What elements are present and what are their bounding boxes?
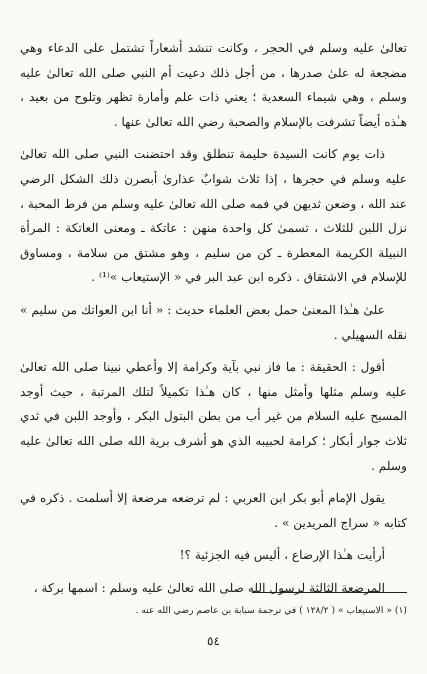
paragraph-7: المرضعة الثالثة لرسول الله صلى الله تعالىٰ عليه وسلم : اسمها بركة ، bbox=[33, 580, 385, 595]
paragraph-6: أرأيت هـٰذا الإرضاع ، أليس فيه الجزئية ؟! bbox=[179, 548, 385, 563]
page-number: ٥٤ bbox=[207, 634, 220, 648]
paragraph-4: أقول : الحقيقة : ما فاز نبي بآية وكرامة إلا وأعطي نبينا صلى الله تعالىٰ عليه وسلم مثلها وأمثل منها ، كان هـٰذا تكميلاً لتلك المرتبة ، حيث أوجد المسيح عليه السلام من غير أب من بطن البتول البكر ، وأوجد اللبن في ثدي ثلاث جوار أبكار ؛ كرامة لحبيبه الذي هو أشرف برية الله صلى الله تعالىٰ عليه وسلم . bbox=[20, 360, 407, 473]
paragraph-2: ذات يوم كانت السيدة حليمة تنطلق وقد احتضنت النبي صلى الله تعالىٰ عليه وسلم في حجرها ، إذا ثلاث شوابٌ عذارىٰ أبصرن ذلك الشكل الرضي عند الله ، وضعن ثديهن في فمه صلى الله تعالىٰ عليه وسلم من فرط المحبة ، نزل اللبن للثلاث ، تسمىٰ كل واحدة منهن : عاتكة ـ ومعنى العاتكة : المرأة النبيلة الكريمة المعطرة ـ كن من سليم ، وهو مشتق من سلامة ، ومساوق للإسلام في الاشتقاق . ذكره ابن عبد البر في « الإستيعاب »⁽¹⁾ . bbox=[20, 147, 407, 285]
footnote-separator bbox=[252, 592, 407, 593]
paragraph-5: يقول الإمام أبو بكر ابن العربي : لم ترضعه مرضعة إلا أسلمت . ذكره في كتابه « سراج المريدين » . bbox=[20, 491, 407, 530]
paragraph-1: تعالىٰ عليه وسلم في الحجر ، وكانت تنشد أشعاراً تشتمل على الدعاء وهي مضجعة له علىٰ صدرها ، من أجل ذلك دعيت أم النبي صلى الله تعالىٰ عليه وسلم ، وهي شيماء السعدية ؛ يعني ذات علم وأمارة تظهر وتلوح من بعيد ، هـٰذه أيضاً تشرفت بالإسلام والصحبة رضي الله تعالىٰ عنها . bbox=[20, 41, 407, 129]
paragraph-3: علىٰ هـٰذا المعنىٰ حمل بعض العلماء حديث : « أنا ابن العواتك من سليم » نقله السهيلي . bbox=[20, 302, 407, 342]
footnote: (١) « الاستيعاب » ( ١٢٨/٢ ) في ترجمة سبابة بن عاصم رضي الله عنه . bbox=[135, 605, 407, 616]
